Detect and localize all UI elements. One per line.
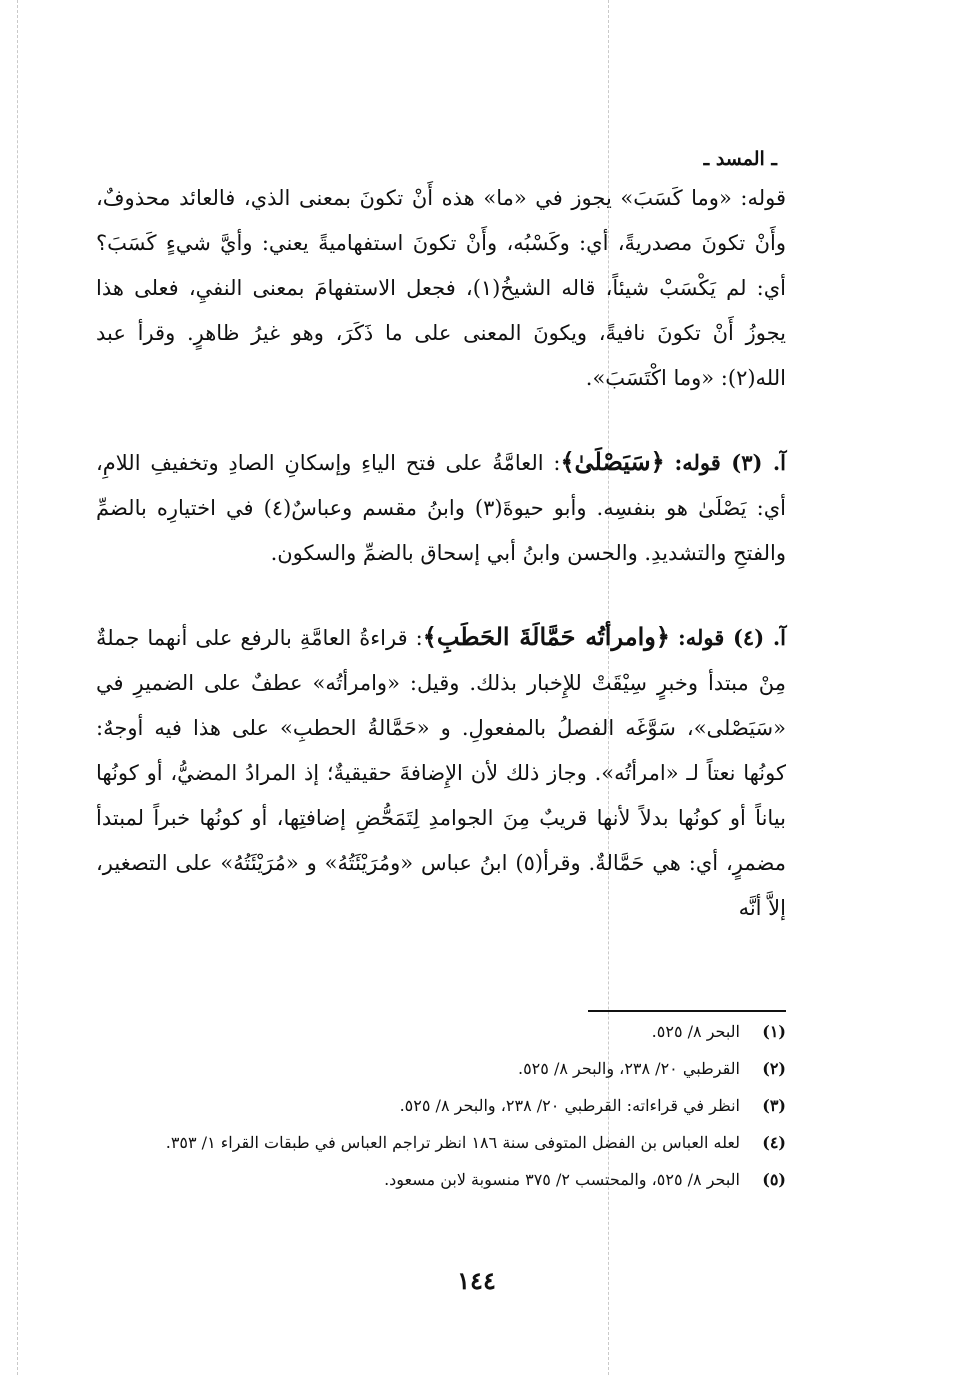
quran-verse: ﴿وامرأتُه حَمَّالَةَ الحَطَبِ﴾ — [422, 622, 670, 651]
scan-fold-line — [17, 0, 18, 1375]
footnotes-list — [80, 1018, 786, 1203]
footnote-item — [80, 1166, 786, 1194]
footnote-number: (٣) — [762, 1096, 786, 1115]
footnote-number: (٥) — [762, 1170, 786, 1189]
footnote-item — [80, 1018, 786, 1046]
footnote-text: البحر ٨/ ٥٢٥. — [651, 1022, 740, 1041]
section-heading: آ. (٤) قوله: — [677, 625, 786, 650]
footnote-item — [80, 1092, 786, 1120]
footnote-text: البحر ٨/ ٥٢٥، والمحتسب ٢/ ٣٧٥ منسوبة لابن مسعود. — [384, 1170, 740, 1189]
footnote-text: لعله العباس بن الفضل المتوفى سنة ١٨٦ انظر تراجم العباس في طبقات القراء ١/ ٣٥٣. — [165, 1133, 740, 1152]
footnote-text: انظر في قراءاته: القرطبي ٢٠/ ٢٣٨، والبحر ٨/ ٥٢٥. — [399, 1096, 740, 1115]
commentary-text: : العامَّةُ على فتح الياءِ وإسكانِ الصادِ وتخفيفِ اللامِ، أي: يَصْلَىٰ هو بنفسِه. وأبو حيوةَ(٣) وابنُ مقسم وعباسٌ(٤) في اختيارِه بالضمِّ والفتحِ والتشديدِ. والحسن وابنُ أبي إسحاق بالضمِّ والسكون. — [96, 451, 786, 565]
footnote-number: (٤) — [762, 1133, 786, 1152]
main-text — [96, 176, 786, 931]
page-number: ١٤٤ — [457, 1266, 496, 1295]
footnote-number: (٢) — [762, 1059, 786, 1078]
footnote-separator — [588, 1010, 786, 1012]
footnote-number: (١) — [762, 1022, 786, 1041]
section-heading: آ. (٣) قوله: — [674, 450, 786, 475]
paragraph-verse-4 — [96, 614, 786, 931]
footnote-text: القرطبي ٢٠/ ٢٣٨، والبحر ٨/ ٥٢٥. — [517, 1059, 740, 1078]
running-header: ـ المسد ـ — [703, 148, 777, 170]
footnote-item — [80, 1129, 786, 1157]
paragraph-intro: قوله: «وما كَسَبَ» يجوز في «ما» هذه أَنْ تكونَ بمعنى الذي، فالعائد محذوفٌ، وأَنْ تكونَ مصدريةً، أي: وكَسْبُه، وأَنْ تكونَ استفهاميةً يعني: وأيَّ شيءٍ كَسَبَ؟ أي: لم يَكْسَبْ شيئاً، قاله الشيخُ(١)، فجعل الاستفهامَ بمعنى النفيِ، فعلى هذا يجوزُ أَنْ تكونَ نافيةً، ويكونَ المعنى على ما ذَكَرَ، وهو غيرُ ظاهرٍ. وقرأ عبد الله(٢): «وما اكْتَسَبَ». — [96, 186, 786, 390]
quran-verse: ﴿سَيَصْلَىٰ﴾ — [560, 447, 665, 476]
paragraph-verse-3 — [96, 439, 786, 576]
footnote-item — [80, 1055, 786, 1083]
commentary-text: : قراءةُ العامَّةِ بالرفع على أنهما جملةٌ مِنْ مبتدأ وخبرٍ سِيْقَتْ للإِخبار بذلك. وقيل: «وامرأتُه» عطفٌ على الضميرِ في «سَيَصْلى»، سَوَّغَه الفصلُ بالمفعولِ. و «حَمَّالةُ الحطبِ» على هذا فيه أوجهٌ: كونُها نعتاً لـ «امرأتُه». وجاز ذلك لأن الإِضافةَ حقيقيةٌ؛ إذ المرادُ المضيُّ، أو كونُها بياناً أو كونُها بدلاً لأنها قريبٌ مِنَ الجوامدِ لِتَمَحُّضِ إضافتِها، أو كونُها خبراً لمبتدأ مضمرٍ، أي: هي حَمَّالةٌ. وقرأ(٥) ابنُ عباس «ومُرَيْئَتُهُ» و «مُرَيْئَتُهُ» على التصغير، إلاَّ أنَّه — [96, 626, 786, 920]
